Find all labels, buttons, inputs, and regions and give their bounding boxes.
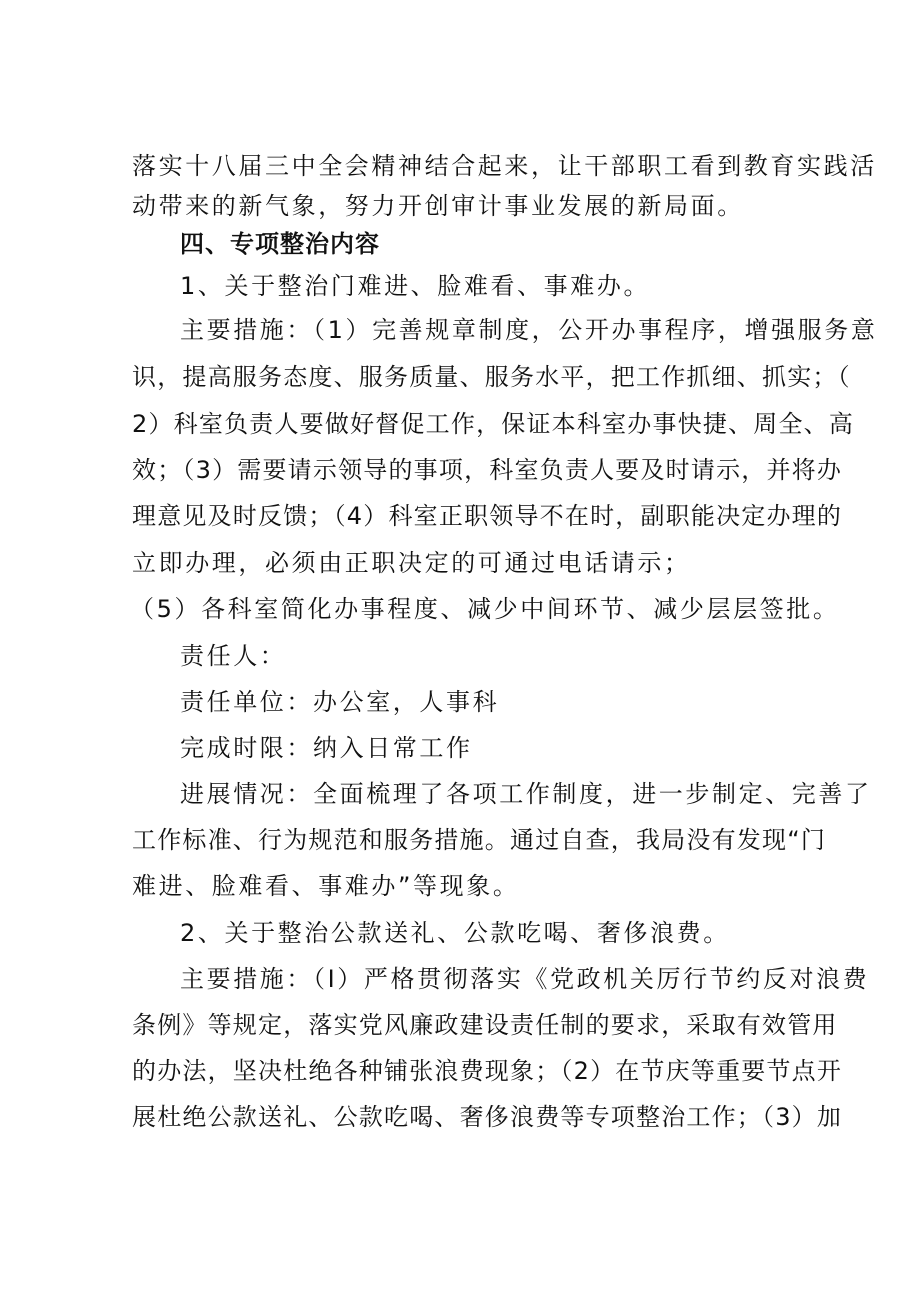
paragraph-line: 识，提高服务态度、服务质量、服务水平，把工作抓细、抓实；（ (132, 363, 851, 391)
paragraph-line: 动带来的新气象，努力开创审计事业发展的新局面。 (132, 192, 744, 220)
paragraph-line: （5）各科室简化办事程度、减少中间环节、减少层层签批。 (130, 595, 840, 623)
responsible-person-label: 责任人： (180, 642, 287, 670)
paragraph-line: 落实十八届三中全会精神结合起来，让干部职工看到教育实践活 (132, 152, 877, 180)
progress-status: 进展情况：全面梳理了各项工作制度，进一步制定、完善了 (180, 780, 872, 808)
section-heading: 四、专项整治内容 (180, 230, 380, 258)
paragraph-line: 理意见及时反馈；（4）科室正职领导不在时，副职能决定办理的 (132, 502, 843, 530)
paragraph-line: 展杜绝公款送礼、公款吃喝、奢侈浪费等专项整治工作；（3）加 (132, 1103, 843, 1131)
paragraph-line: 条例》等规定，落实党风廉政建设责任制的要求，采取有效管用 (132, 1011, 838, 1039)
subsection-heading: 1、关于整治门难进、脸难看、事难办。 (180, 272, 651, 300)
responsible-unit: 责任单位：办公室，人事科 (180, 688, 500, 716)
paragraph-line: 工作标准、行为规范和服务措施。通过自查，我局没有发现“门 (132, 826, 827, 854)
paragraph-line: 主要措施：（I）严格贯彻落实《党政机关厉行节约反对浪费 (180, 965, 870, 993)
subsection-heading: 2、关于整治公款送礼、公款吃喝、奢侈浪费。 (180, 919, 730, 947)
paragraph-line: 的办法，坚决杜绝各种铺张浪费现象；（2）在节庆等重要节点开 (132, 1057, 843, 1085)
paragraph-line: 立即办理，必须由正职决定的可通过电话请示； (132, 549, 691, 577)
paragraph-line: 难进、脸难看、事难办”等现象。 (132, 872, 520, 900)
paragraph-line: 2）科室负责人要做好督促工作，保证本科室办事快捷、周全、高 (132, 410, 855, 438)
paragraph-line: 主要措施：（1）完善规章制度，公开办事程序，增强服务意 (180, 316, 878, 344)
completion-deadline: 完成时限：纳入日常工作 (180, 734, 473, 762)
paragraph-line: 效；（3）需要请示领导的事项，科室负责人要及时请示，并将办 (132, 456, 843, 484)
